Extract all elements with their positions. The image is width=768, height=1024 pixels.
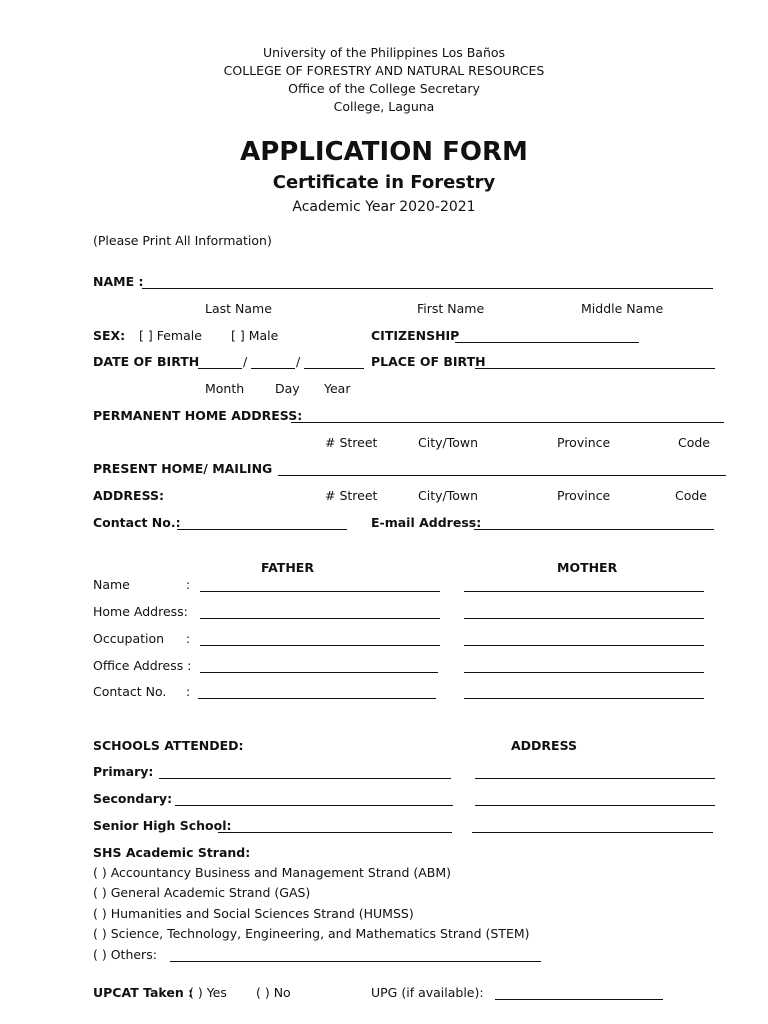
academic-year: Academic Year 2020-2021 xyxy=(292,199,476,215)
secondary-school-label: Secondary: xyxy=(93,791,173,806)
parent-occupation-colon: : xyxy=(186,631,191,646)
strand-option-stem[interactable]: ( ) Science, Technology, Engineering, and Mathematics Strand (STEM) xyxy=(93,926,530,941)
present-address-label: PRESENT HOME/ MAILING xyxy=(93,461,273,476)
strand-option-humss[interactable]: ( ) Humanities and Social Sciences Strand (HUMSS) xyxy=(93,906,414,921)
upg-field[interactable] xyxy=(495,999,663,1000)
school-address-heading: ADDRESS xyxy=(511,738,578,753)
dob-slash-1: / xyxy=(243,354,248,369)
present-street-caption: # Street xyxy=(325,488,378,503)
present-address-field[interactable] xyxy=(278,475,726,476)
present-address-label-2: ADDRESS: xyxy=(93,488,165,503)
name-field[interactable] xyxy=(142,288,713,289)
email-label: E-mail Address: xyxy=(371,515,482,530)
dob-slash-2: / xyxy=(296,354,301,369)
upcat-label: UPCAT Taken : xyxy=(93,985,194,1000)
page-subtitle: Certificate in Forestry xyxy=(272,172,496,193)
parent-contact-colon: : xyxy=(186,684,191,699)
dob-label: DATE OF BIRTH xyxy=(93,354,200,369)
father-contact-field[interactable] xyxy=(198,698,436,699)
last-name-caption: Last Name xyxy=(205,301,272,316)
dob-month-caption: Month xyxy=(205,381,245,396)
parent-name-colon: : xyxy=(186,577,191,592)
college-name: COLLEGE OF FORESTRY AND NATURAL RESOURCES xyxy=(223,63,545,78)
strand-option-gas[interactable]: ( ) General Academic Strand (GAS) xyxy=(93,885,311,900)
sex-female-checkbox[interactable]: [ ] Female xyxy=(139,328,202,343)
upg-label: UPG (if available): xyxy=(371,985,484,1000)
strand-others-field[interactable] xyxy=(170,961,541,962)
dob-year-field[interactable] xyxy=(304,368,364,369)
parent-contact-label: Contact No. xyxy=(93,684,167,699)
primary-school-field[interactable] xyxy=(159,778,451,779)
email-field[interactable] xyxy=(474,529,714,530)
present-code-caption: Code xyxy=(675,488,708,503)
father-heading: FATHER xyxy=(261,560,314,575)
present-province-caption: Province xyxy=(557,488,611,503)
print-instruction: (Please Print All Information) xyxy=(93,233,272,248)
present-city-caption: City/Town xyxy=(418,488,479,503)
university-name: University of the Philippines Los Baños xyxy=(262,45,506,60)
mother-home-address-field[interactable] xyxy=(464,618,704,619)
sex-male-checkbox[interactable]: [ ] Male xyxy=(231,328,279,343)
shs-label: Senior High School: xyxy=(93,818,232,833)
dob-month-field[interactable] xyxy=(198,368,242,369)
dob-year-caption: Year xyxy=(324,381,351,396)
parent-office-address-label: Office Address : xyxy=(93,658,192,673)
page-title: APPLICATION FORM xyxy=(240,137,528,167)
permanent-province-caption: Province xyxy=(557,435,611,450)
contact-label: Contact No.: xyxy=(93,515,181,530)
strand-option-abm[interactable]: ( ) Accountancy Business and Management Strand (ABM) xyxy=(93,865,452,880)
place-of-birth-label: PLACE OF BIRTH xyxy=(371,354,486,369)
father-home-address-field[interactable] xyxy=(200,618,440,619)
mother-office-address-field[interactable] xyxy=(464,672,704,673)
permanent-address-label: PERMANENT HOME ADDRESS: xyxy=(93,408,303,423)
upcat-yes-checkbox[interactable]: ( ) Yes xyxy=(189,985,227,1000)
permanent-code-caption: Code xyxy=(678,435,711,450)
parent-home-address-label: Home Address: xyxy=(93,604,188,619)
secondary-school-field[interactable] xyxy=(175,805,453,806)
permanent-street-caption: # Street xyxy=(325,435,378,450)
mother-occupation-field[interactable] xyxy=(464,645,704,646)
office-name: Office of the College Secretary xyxy=(288,81,480,96)
campus-location: College, Laguna xyxy=(333,99,435,114)
primary-school-label: Primary: xyxy=(93,764,154,779)
parent-occupation-label: Occupation xyxy=(93,631,165,646)
secondary-school-address-field[interactable] xyxy=(475,805,715,806)
citizenship-label: CITIZENSHIP xyxy=(371,328,460,343)
father-name-field[interactable] xyxy=(200,591,440,592)
permanent-address-field[interactable] xyxy=(291,422,724,423)
father-office-address-field[interactable] xyxy=(200,672,438,673)
father-occupation-field[interactable] xyxy=(200,645,440,646)
shs-address-field[interactable] xyxy=(472,832,713,833)
name-label: NAME : xyxy=(93,274,144,289)
mother-contact-field[interactable] xyxy=(464,698,704,699)
sex-label: SEX: xyxy=(93,328,126,343)
parent-name-label: Name xyxy=(93,577,130,592)
primary-school-address-field[interactable] xyxy=(475,778,715,779)
dob-day-caption: Day xyxy=(275,381,300,396)
schools-attended-heading: SCHOOLS ATTENDED: xyxy=(93,738,244,753)
strand-option-others[interactable]: ( ) Others: xyxy=(93,947,157,962)
upcat-no-checkbox[interactable]: ( ) No xyxy=(256,985,291,1000)
mother-name-field[interactable] xyxy=(464,591,704,592)
permanent-city-caption: City/Town xyxy=(418,435,479,450)
middle-name-caption: Middle Name xyxy=(581,301,664,316)
strand-heading: SHS Academic Strand: xyxy=(93,845,251,860)
first-name-caption: First Name xyxy=(417,301,485,316)
contact-field[interactable] xyxy=(177,529,347,530)
dob-day-field[interactable] xyxy=(251,368,295,369)
place-of-birth-field[interactable] xyxy=(475,368,715,369)
shs-field[interactable] xyxy=(218,832,452,833)
mother-heading: MOTHER xyxy=(557,560,618,575)
citizenship-field[interactable] xyxy=(455,342,639,343)
